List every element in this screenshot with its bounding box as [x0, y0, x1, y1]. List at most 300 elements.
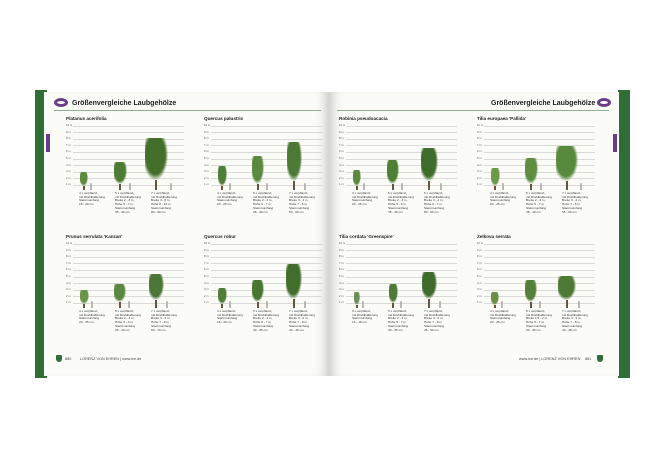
- scale-label: 1 m: [204, 300, 209, 305]
- tree-illustration: [286, 264, 302, 308]
- spec-line: Breite 2 - 3 m,: [388, 198, 408, 203]
- spec-line: 35 - 40 cm: [388, 209, 403, 214]
- footer-right: www.lve.de | LORENZ VON EHREN: [519, 357, 581, 361]
- spec-line: Stammumfang: [115, 205, 136, 210]
- scale-gridline: [484, 296, 595, 297]
- right-page: [329, 92, 619, 376]
- scale-label: 5 m: [204, 274, 209, 278]
- spec-line: mit Drahtballierung: [562, 194, 588, 199]
- spec-line: Stammumfang: [526, 205, 547, 210]
- tree-trunk: [119, 302, 121, 308]
- spec-line: 30 - 35 cm: [526, 327, 541, 332]
- scale-label: 9 m: [477, 129, 482, 134]
- shield-icon: [56, 355, 62, 362]
- spec-line: mit Drahtballierung: [289, 194, 315, 199]
- tree-crown: [387, 160, 399, 184]
- tree-spec-text: [388, 310, 422, 332]
- person-silhouette-icon: [304, 301, 306, 308]
- spec-line: Höhe 5 - 7 m: [526, 320, 544, 325]
- spec-line: 5 x verpflanzt,: [388, 191, 408, 195]
- spec-line: Höhe 7 - 8 m: [562, 320, 580, 325]
- tree-illustration: [114, 284, 126, 308]
- person-silhouette-icon: [90, 183, 92, 190]
- panel-title: Tilia cordata 'Greenspire': [339, 234, 394, 239]
- scale-gridline: [346, 126, 457, 127]
- spec-line: 7 x verpflanzt,: [424, 309, 444, 313]
- tree-spec-text: [490, 310, 524, 325]
- tree-trunk: [83, 304, 85, 308]
- tree-crown: [421, 148, 438, 181]
- tree-illustration: [218, 166, 227, 190]
- spec-line: 7 x verpflanzt,: [289, 309, 309, 313]
- scale-gridline: [73, 277, 184, 278]
- scale-gridline: [211, 126, 322, 127]
- spec-line: Stammumfang: [352, 316, 373, 321]
- scale-label: 8 m: [204, 254, 209, 259]
- panel-title: Tilia europaea 'Pallida': [477, 116, 527, 121]
- scale-label: 9 m: [339, 247, 344, 252]
- tree-spec-text: [424, 310, 458, 332]
- scale-gridline: [211, 277, 322, 278]
- tree-panel-prunus: [66, 234, 184, 346]
- scale-gridline: [211, 270, 322, 271]
- tree-trunk: [257, 302, 259, 308]
- spec-line: 20 - 25 cm: [352, 202, 367, 207]
- scale-label: 8 m: [66, 254, 71, 259]
- tree-illustration: [558, 276, 576, 308]
- height-scale: [204, 124, 322, 190]
- scale-label: 8 m: [339, 136, 344, 141]
- tree-panel-tilia-europaea: [477, 116, 595, 228]
- scale-label: 9 m: [204, 129, 209, 134]
- tree-trunk: [221, 304, 223, 308]
- tree-illustration: [556, 146, 578, 190]
- spec-line: Höhe 7 - 8 m: [562, 202, 580, 207]
- book-cover-right: [618, 90, 630, 378]
- scale-gridline: [346, 165, 457, 166]
- tree-panel-quercus-robur: [204, 234, 322, 346]
- person-silhouette-icon: [170, 183, 172, 190]
- scale-label: 5 m: [477, 156, 482, 160]
- spec-line: Breite 2 - 3 m,: [115, 198, 135, 203]
- scale-label: 1 m: [477, 300, 482, 305]
- tree-illustration: [80, 172, 88, 190]
- scale-gridline: [73, 244, 184, 245]
- spec-line: mit Drahtballierung: [115, 194, 141, 199]
- scale-label: 2 m: [339, 293, 344, 298]
- scale-gridline: [484, 172, 595, 173]
- scale-gridline: [484, 263, 595, 264]
- person-silhouette-icon: [304, 183, 306, 190]
- spec-line: Höhe 5 - 7 m: [388, 320, 406, 325]
- scale-label: 4 m: [204, 162, 209, 167]
- scale-label: 1 m: [339, 300, 344, 305]
- spec-line: 30 - 35 cm: [253, 327, 268, 332]
- spec-line: Stammumfang: [289, 323, 310, 328]
- scale-label: 4 m: [339, 280, 344, 285]
- spec-line: mit Drahtballierung: [289, 312, 315, 317]
- tree-crown: [252, 156, 264, 184]
- footer-left: LORENZ VON EHREN | www.lve.de: [80, 357, 142, 361]
- scale-gridline: [346, 290, 457, 291]
- scale-gridline: [211, 172, 322, 173]
- tree-trunk: [428, 181, 430, 190]
- spec-line: Stammumfang: [562, 323, 583, 328]
- tree-trunk: [494, 186, 496, 190]
- person-silhouette-icon: [501, 301, 503, 308]
- scale-label: 7 m: [477, 260, 482, 265]
- scale-gridline: [211, 244, 322, 245]
- spec-line: Höhe 5 - 7 m: [526, 202, 544, 207]
- spec-line: mit Drahtballierung: [79, 194, 105, 199]
- spec-line: mit Drahtballierung: [352, 194, 378, 199]
- tree-trunk: [119, 184, 121, 190]
- scale-gridline: [346, 296, 457, 297]
- scale-label: 10 m: [339, 123, 346, 127]
- left-page: [44, 92, 329, 376]
- scale-label: 10 m: [66, 241, 73, 245]
- scale-gridline: [484, 257, 595, 258]
- scale-gridline: [346, 263, 457, 264]
- scale-gridline: [211, 296, 322, 297]
- spec-line: 55 - 60 cm: [562, 209, 577, 214]
- scale-gridline: [73, 257, 184, 258]
- scale-gridline: [211, 159, 322, 160]
- scale-gridline: [484, 290, 595, 291]
- scale-gridline: [346, 132, 457, 133]
- scale-gridline: [484, 139, 595, 140]
- scale-label: 5 m: [204, 156, 209, 160]
- scale-label: 9 m: [66, 129, 71, 134]
- tree-crown: [354, 292, 360, 305]
- tree-spec-text: [424, 192, 458, 214]
- tree-trunk: [566, 300, 568, 308]
- scale-gridline: [346, 270, 457, 271]
- spec-line: 20 - 25 cm: [490, 202, 505, 207]
- panel-title: Quercus robur: [204, 234, 236, 239]
- person-silhouette-icon: [580, 183, 582, 190]
- person-silhouette-icon: [440, 183, 442, 190]
- spec-line: Stammumfang: [79, 198, 100, 203]
- person-silhouette-icon: [129, 183, 131, 190]
- page-number-right: 881: [585, 357, 592, 361]
- scale-gridline: [484, 159, 595, 160]
- scale-label: 6 m: [477, 149, 482, 154]
- scale-gridline: [484, 277, 595, 278]
- person-silhouette-icon: [502, 183, 504, 190]
- spec-line: Höhe 3 - 4 m: [115, 320, 133, 325]
- spec-line: 30 - 35 cm: [388, 327, 403, 332]
- scale-label: 7 m: [477, 142, 482, 147]
- scale-label: 4 m: [339, 162, 344, 167]
- scale-gridline: [346, 250, 457, 251]
- spec-line: Stammumfang: [253, 205, 274, 210]
- scale-gridline: [211, 145, 322, 146]
- scale-gridline: [211, 263, 322, 264]
- spec-line: Stammumfang: [289, 205, 310, 210]
- panel-title: Quercus palustris: [204, 116, 244, 121]
- scale-label: 2 m: [204, 175, 209, 180]
- tree-trunk: [494, 305, 496, 308]
- scale-label: 9 m: [66, 247, 71, 252]
- tree-trunk: [257, 184, 259, 190]
- spec-line: 4 x verpflanzt,: [79, 309, 99, 313]
- tree-spec-text: [151, 192, 185, 214]
- spec-line: Stammumfang: [79, 316, 100, 321]
- spec-line: 60 - 70 cm: [151, 327, 166, 332]
- spec-line: 7 x verpflanzt,: [151, 191, 171, 195]
- person-silhouette-icon: [266, 301, 268, 308]
- scale-label: 3 m: [339, 287, 344, 292]
- scale-label: 1 m: [204, 182, 209, 187]
- tree-spec-text: [217, 192, 251, 207]
- scale-gridline: [484, 244, 595, 245]
- spec-line: 4 x verpflanzt,: [490, 191, 510, 195]
- spec-line: 20 - 25 cm: [490, 320, 505, 325]
- height-scale: [66, 124, 184, 190]
- tree-crown: [218, 166, 227, 186]
- spec-line: 50 - 60 cm: [289, 209, 304, 214]
- tree-spec-text: [115, 310, 149, 332]
- tree-crown: [149, 274, 164, 300]
- tree-crown: [218, 288, 227, 304]
- scale-label: 3 m: [66, 169, 71, 174]
- tree-panel-tilia-cordata: [339, 234, 457, 346]
- title-rule: [337, 110, 609, 111]
- spec-line: Höhe 6 - 7 m: [424, 202, 442, 207]
- tree-crown: [389, 284, 398, 303]
- scale-label: 6 m: [339, 149, 344, 154]
- tree-trunk: [392, 184, 394, 190]
- spec-line: Breite 3 - 4 m,: [151, 316, 171, 321]
- panel-title: Zelkova serrata: [477, 234, 511, 239]
- spec-line: Höhe 6 - 7 m: [253, 202, 271, 207]
- spec-line: 5 x verpflanzt,: [526, 191, 546, 195]
- scale-label: 3 m: [204, 287, 209, 292]
- tree-spec-text: [289, 192, 323, 214]
- spec-line: Stammumfang: [217, 198, 238, 203]
- tree-illustration: [149, 274, 164, 308]
- page-title-left: Größenvergleiche Laubgehölze: [72, 100, 177, 107]
- tree-trunk: [293, 181, 295, 190]
- height-scale: [204, 242, 322, 308]
- spec-line: Breite 2 - 3 m,: [526, 198, 546, 203]
- scale-gridline: [211, 165, 322, 166]
- spec-line: Höhe 8 - 10 m: [151, 202, 171, 207]
- person-silhouette-icon: [266, 183, 268, 190]
- person-silhouette-icon: [91, 301, 93, 308]
- brand-logo-icon: [54, 98, 68, 107]
- page-title-right: Größenvergleiche Laubgehölze: [491, 100, 596, 107]
- spec-line: 4 x verpflanzt,: [352, 191, 372, 195]
- spec-line: mit Drahtballierung: [253, 194, 279, 199]
- tree-crown: [145, 138, 168, 180]
- scale-gridline: [211, 283, 322, 284]
- tree-spec-text: [352, 192, 386, 207]
- spec-line: 35 - 40 cm: [526, 209, 541, 214]
- scale-label: 1 m: [66, 300, 71, 305]
- person-silhouette-icon: [401, 183, 403, 190]
- tree-trunk: [155, 300, 157, 308]
- scale-label: 5 m: [477, 274, 482, 278]
- tree-illustration: [525, 280, 537, 308]
- tree-crown: [353, 170, 361, 186]
- scale-label: 3 m: [339, 169, 344, 174]
- scale-gridline: [484, 145, 595, 146]
- spec-line: Höhe 7 - 8 m: [151, 320, 169, 325]
- scale-label: 9 m: [477, 247, 482, 252]
- spec-line: Stammumfang: [526, 323, 547, 328]
- scale-gridline: [346, 145, 457, 146]
- scale-label: 7 m: [66, 142, 71, 147]
- spec-line: mit Drahtballierung: [253, 312, 279, 317]
- panel-title: Robinia pseudoacacia: [339, 116, 388, 121]
- scale-gridline: [346, 244, 457, 245]
- tree-panel-zelkova: [477, 234, 595, 346]
- spec-line: Höhe 7 - 8 m: [289, 202, 307, 207]
- tree-spec-text: [526, 192, 560, 214]
- spec-line: 5 x verpflanzt,: [253, 191, 273, 195]
- person-silhouette-icon: [400, 301, 402, 308]
- spec-line: Breite 2 - 3 m,: [115, 316, 135, 321]
- spec-line: 7 x verpflanzt,: [151, 309, 171, 313]
- scale-label: 7 m: [339, 142, 344, 147]
- scale-gridline: [73, 283, 184, 284]
- tree-illustration: [525, 158, 538, 190]
- spec-line: Breite 2 - 3 m,: [253, 198, 273, 203]
- spec-line: 20 - 25 cm: [217, 202, 232, 207]
- scale-gridline: [211, 178, 322, 179]
- spec-line: Stammumfang: [217, 316, 238, 321]
- tree-illustration: [421, 148, 438, 190]
- scale-gridline: [211, 257, 322, 258]
- scale-label: 4 m: [66, 162, 71, 167]
- tree-illustration: [252, 156, 264, 190]
- tree-crown: [556, 146, 578, 181]
- spec-line: mit Drahtballierung: [217, 194, 243, 199]
- scale-label: 7 m: [204, 260, 209, 265]
- scale-label: 10 m: [477, 241, 484, 245]
- spec-line: 4 x verpflanzt,: [79, 191, 99, 195]
- tree-spec-text: [562, 310, 596, 332]
- scale-gridline: [346, 283, 457, 284]
- height-scale: [477, 124, 595, 190]
- person-silhouette-icon: [539, 301, 541, 308]
- scale-gridline: [484, 165, 595, 166]
- spec-line: mit Drahtballierung: [424, 194, 450, 199]
- spec-line: Höhe 5 - 6 m: [388, 202, 406, 207]
- title-rule: [54, 110, 321, 111]
- spec-line: Höhe 6 - 7 m: [253, 320, 271, 325]
- scale-gridline: [346, 159, 457, 160]
- scale-label: 5 m: [339, 274, 344, 278]
- tree-trunk: [566, 181, 568, 190]
- scale-label: 6 m: [66, 267, 71, 272]
- tree-crown: [422, 272, 437, 299]
- spec-line: mit Drahtballierung: [526, 194, 552, 199]
- scale-gridline: [73, 126, 184, 127]
- scale-label: 1 m: [339, 182, 344, 187]
- scale-label: 4 m: [477, 280, 482, 285]
- scale-gridline: [346, 139, 457, 140]
- scale-label: 10 m: [339, 241, 346, 245]
- scale-gridline: [484, 270, 595, 271]
- spec-line: 18 - 20 cm: [217, 320, 232, 325]
- spec-line: Breite 3 - 4 m,: [562, 198, 582, 203]
- scale-label: 3 m: [66, 287, 71, 292]
- tree-panel-quercus-palustris: [204, 116, 322, 228]
- height-scale: [339, 124, 457, 190]
- tree-illustration: [353, 170, 361, 190]
- spec-line: Stammumfang: [388, 205, 409, 210]
- scale-gridline: [211, 139, 322, 140]
- scale-gridline: [211, 290, 322, 291]
- spec-line: Breite 2 - 3 m,: [253, 316, 273, 321]
- spec-line: 35 - 40 cm: [115, 209, 130, 214]
- height-scale: [477, 242, 595, 308]
- spec-line: Stammumfang: [424, 205, 445, 210]
- scale-gridline: [73, 132, 184, 133]
- tree-illustration: [354, 292, 360, 308]
- scale-label: 7 m: [339, 260, 344, 265]
- scale-label: 5 m: [66, 156, 71, 160]
- scale-label: 5 m: [339, 156, 344, 160]
- scale-gridline: [484, 132, 595, 133]
- tree-spec-text: [115, 192, 149, 214]
- scale-label: 8 m: [477, 136, 482, 141]
- tree-trunk: [293, 299, 295, 308]
- scale-gridline: [484, 152, 595, 153]
- scale-label: 2 m: [339, 175, 344, 180]
- scale-label: 6 m: [204, 149, 209, 154]
- spec-line: Stammumfang: [490, 316, 511, 321]
- spec-line: Höhe 7 - 8 m: [289, 320, 307, 325]
- tree-crown: [80, 172, 88, 186]
- scale-label: 8 m: [204, 136, 209, 141]
- spec-line: mit Drahtballierung: [151, 312, 177, 317]
- spec-line: Stammumfang: [352, 198, 373, 203]
- scale-gridline: [346, 178, 457, 179]
- tree-crown: [80, 290, 89, 304]
- spec-line: 7 x verpflanzt,: [562, 191, 582, 195]
- tree-illustration: [145, 138, 168, 190]
- scale-gridline: [346, 172, 457, 173]
- scale-gridline: [73, 250, 184, 251]
- spec-line: Breite 3 - 4 m,: [562, 316, 582, 321]
- scale-label: 2 m: [477, 293, 482, 298]
- spec-line: mit Drahtballierung: [526, 312, 552, 317]
- scale-gridline: [211, 132, 322, 133]
- spec-line: Stammumfang: [562, 205, 583, 210]
- tree-trunk: [356, 305, 358, 308]
- scale-label: 6 m: [477, 267, 482, 272]
- person-silhouette-icon: [362, 301, 364, 308]
- tree-spec-text: [151, 310, 185, 332]
- tree-spec-text: [388, 192, 422, 214]
- spec-line: 5 x verpflanzt,: [115, 309, 135, 313]
- spec-line: 5 x verpflanzt,: [388, 309, 408, 313]
- tree-illustration: [422, 272, 437, 308]
- tree-panel-robinia: [339, 116, 457, 228]
- spec-line: mit Drahtballierung: [490, 194, 516, 199]
- spec-line: Breite 2 - 3 m,: [388, 316, 408, 321]
- spec-line: Breite 4 - 5 m,: [424, 316, 444, 321]
- scale-gridline: [211, 250, 322, 251]
- tree-spec-text: [253, 310, 287, 332]
- spec-line: Stammumfang: [151, 323, 172, 328]
- spec-line: Höhe 7 - 8 m: [424, 320, 442, 325]
- tree-illustration: [491, 168, 500, 190]
